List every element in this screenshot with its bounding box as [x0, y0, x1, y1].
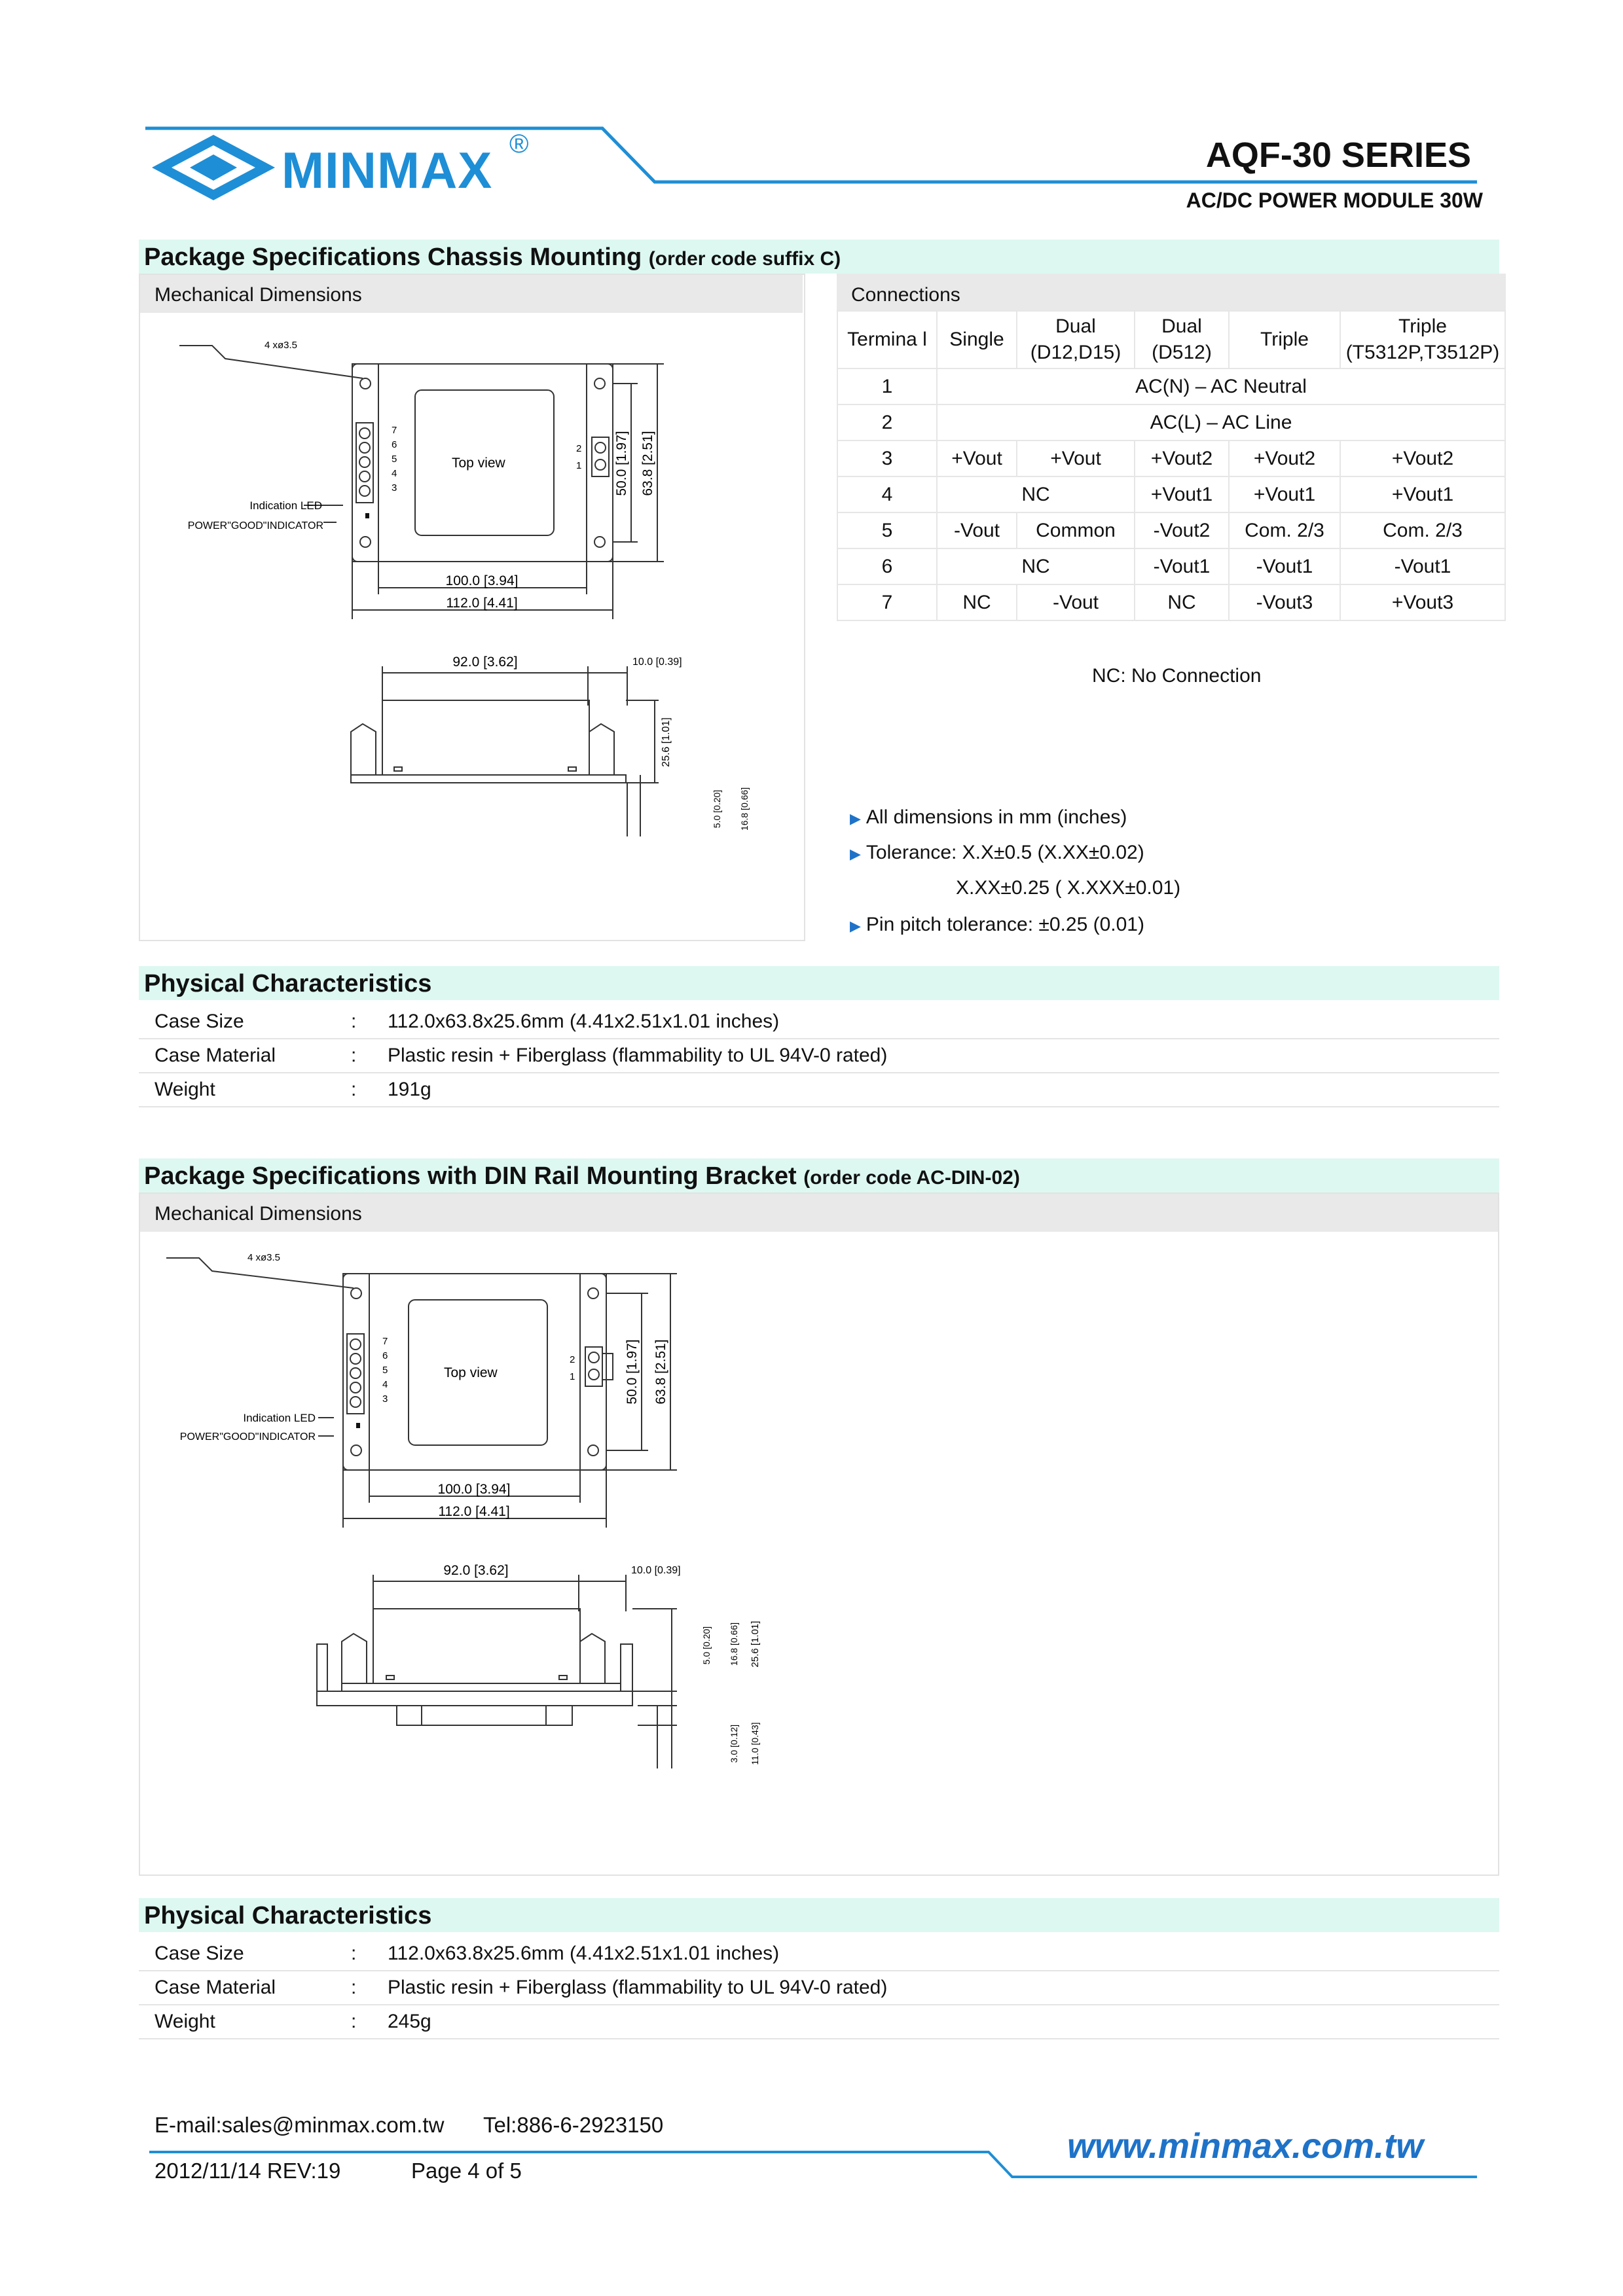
- phys-row-case-size: Case Size : 112.0x63.8x25.6mm (4.41x2.51x1.01 inches): [139, 1936, 1499, 1971]
- note-dimensions: ▶ All dimensions in mm (inches): [850, 806, 1127, 828]
- pin-cell: 3: [837, 440, 937, 476]
- cell: -Vout: [937, 512, 1017, 548]
- table-row: [837, 512, 1505, 548]
- cell: +Vout: [1017, 440, 1135, 476]
- cell: -Vout: [1017, 584, 1135, 620]
- footer-date-rev: 2012/11/14 REV:19: [155, 2159, 341, 2183]
- svg-text:7: 7: [392, 425, 397, 436]
- registered-mark: ®: [509, 130, 529, 158]
- cell: -Vout1: [1135, 548, 1229, 584]
- svg-text:4: 4: [382, 1379, 388, 1390]
- cell: -Vout3: [1229, 584, 1340, 620]
- svg-text:5.0 [0.20]: 5.0 [0.20]: [712, 789, 722, 829]
- svg-text:2: 2: [576, 443, 582, 454]
- cell: +Vout: [937, 440, 1017, 476]
- header-cell: Dual (D12,D15): [1017, 311, 1135, 368]
- table-row: [837, 404, 1505, 440]
- svg-text:63.8 [2.51]: 63.8 [2.51]: [640, 431, 655, 496]
- cell: NC: [1135, 584, 1229, 620]
- section-title-din: Package Specifications with DIN Rail Mounting Bracket (order code AC-DIN-02): [144, 1162, 1020, 1190]
- svg-text:6: 6: [382, 1350, 388, 1361]
- svg-text:16.8 [0.66]: 16.8 [0.66]: [739, 787, 750, 831]
- svg-text:100.0 [3.94]: 100.0 [3.94]: [445, 573, 519, 588]
- header-cell: Single: [937, 311, 1017, 368]
- svg-text:63.8 [2.51]: 63.8 [2.51]: [653, 1339, 668, 1405]
- svg-text:25.6 [1.01]: 25.6 [1.01]: [750, 1621, 761, 1668]
- svg-text:5: 5: [392, 454, 397, 465]
- svg-text:Indication LED: Indication LED: [243, 1412, 316, 1424]
- svg-text:4 xø3.5: 4 xø3.5: [247, 1252, 280, 1263]
- svg-text:POWER"GOOD"INDICATOR: POWER"GOOD"INDICATOR: [187, 520, 323, 531]
- svg-text:92.0 [3.62]: 92.0 [3.62]: [443, 1563, 509, 1578]
- svg-text:1: 1: [570, 1371, 575, 1382]
- minmax-logo-icon: [152, 135, 275, 200]
- brand-name: MINMAX: [282, 141, 493, 199]
- note-tolerance-2: X.XX±0.25 ( X.XXX±0.01): [956, 877, 1181, 899]
- cell: NC: [937, 548, 1135, 584]
- table-row: [837, 368, 1505, 404]
- svg-text:Top view: Top view: [452, 456, 505, 471]
- cell: NC: [937, 584, 1017, 620]
- cell: Com. 2/3: [1229, 512, 1340, 548]
- svg-text:25.6 [1.01]: 25.6 [1.01]: [661, 717, 672, 767]
- svg-text:2: 2: [570, 1354, 575, 1365]
- cell: +Vout2: [1229, 440, 1340, 476]
- svg-text:POWER"GOOD"INDICATOR: POWER"GOOD"INDICATOR: [179, 1431, 316, 1443]
- pin-cell: 6: [837, 548, 937, 584]
- series-title: AQF-30 SERIES: [1205, 135, 1471, 175]
- connections-header-row: [837, 311, 1505, 368]
- footer-email: E-mail:sales@minmax.com.tw: [155, 2113, 445, 2137]
- footer-website-link[interactable]: www.minmax.com.tw: [1067, 2126, 1424, 2166]
- pin-cell: 4: [837, 476, 937, 512]
- mech-dim-label-chassis: Mechanical Dimensions: [155, 284, 362, 306]
- svg-text:100.0 [3.94]: 100.0 [3.94]: [437, 1482, 511, 1497]
- svg-text:Top view: Top view: [444, 1365, 498, 1380]
- phys-row-case-size: Case Size : 112.0x63.8x25.6mm (4.41x2.51x1.01 inches): [139, 1004, 1499, 1039]
- section-title-physical-1: Physical Characteristics: [144, 970, 432, 997]
- cell: Com. 2/3: [1340, 512, 1505, 548]
- cell: Common: [1017, 512, 1135, 548]
- svg-text:3: 3: [382, 1393, 388, 1405]
- pin-cell: 7: [837, 584, 937, 620]
- table-row: [837, 548, 1505, 584]
- footer-page-number: Page 4 of 5: [411, 2159, 522, 2183]
- phys-row-weight: Weight : 245g: [139, 2004, 1499, 2039]
- svg-text:112.0 [4.41]: 112.0 [4.41]: [446, 596, 518, 611]
- bullet-arrow-icon: ▶: [850, 810, 861, 827]
- section-title-chassis: Package Specifications Chassis Mounting (order code suffix C): [144, 243, 841, 271]
- header-cell: Triple (T5312P,T3512P): [1340, 311, 1505, 368]
- mech-dim-label-din: Mechanical Dimensions: [155, 1203, 362, 1225]
- svg-text:3: 3: [392, 482, 397, 493]
- svg-text:1: 1: [576, 460, 582, 471]
- svg-text:Indication LED: Indication LED: [249, 499, 322, 512]
- table-row: [837, 584, 1505, 620]
- table-row: [837, 476, 1505, 512]
- svg-text:6: 6: [392, 439, 397, 450]
- pin-cell: 1: [837, 368, 937, 404]
- svg-text:5: 5: [382, 1365, 388, 1376]
- svg-text:11.0 [0.43]: 11.0 [0.43]: [750, 1722, 760, 1765]
- cell: +Vout1: [1229, 476, 1340, 512]
- cell: +Vout1: [1135, 476, 1229, 512]
- header-cell: Termina l: [837, 311, 937, 368]
- connections-table: [837, 310, 1506, 621]
- svg-text:5.0 [0.20]: 5.0 [0.20]: [701, 1626, 712, 1665]
- svg-text:16.8 [0.66]: 16.8 [0.66]: [729, 1622, 739, 1666]
- cell: +Vout2: [1135, 440, 1229, 476]
- svg-text:112.0 [4.41]: 112.0 [4.41]: [438, 1504, 510, 1519]
- note-pin-pitch: ▶ Pin pitch tolerance: ±0.25 (0.01): [850, 914, 1144, 935]
- mechanical-drawing-chassis: [140, 313, 801, 937]
- phys-row-case-material: Case Material : Plastic resin + Fiberglass (flammability to UL 94V-0 rated): [139, 1970, 1499, 2005]
- bullet-arrow-icon: ▶: [850, 846, 861, 862]
- bullet-arrow-icon: ▶: [850, 918, 861, 934]
- cell: +Vout1: [1340, 476, 1505, 512]
- section-title-physical-2: Physical Characteristics: [144, 1902, 432, 1929]
- phys-row-weight: Weight : 191g: [139, 1072, 1499, 1107]
- svg-text:92.0 [3.62]: 92.0 [3.62]: [452, 655, 518, 670]
- svg-text:50.0 [1.97]: 50.0 [1.97]: [614, 431, 629, 496]
- svg-text:50.0 [1.97]: 50.0 [1.97]: [625, 1339, 640, 1405]
- table-row: [837, 440, 1505, 476]
- svg-text:4: 4: [392, 468, 397, 479]
- cell: AC(N) – AC Neutral: [937, 368, 1505, 404]
- cell: -Vout2: [1135, 512, 1229, 548]
- svg-text:10.0 [0.39]: 10.0 [0.39]: [632, 656, 682, 668]
- cell: AC(L) – AC Line: [937, 404, 1505, 440]
- pin-cell: 2: [837, 404, 937, 440]
- series-subtitle: AC/DC POWER MODULE 30W: [1186, 188, 1483, 212]
- cell: NC: [937, 476, 1135, 512]
- cell: +Vout2: [1340, 440, 1505, 476]
- footer-tel: Tel:886-6-2923150: [483, 2113, 664, 2137]
- mechanical-drawing-din: [140, 1232, 860, 1872]
- pin-cell: 5: [837, 512, 937, 548]
- connections-label: Connections: [851, 284, 960, 306]
- cell: -Vout1: [1229, 548, 1340, 584]
- cell: +Vout3: [1340, 584, 1505, 620]
- cell: -Vout1: [1340, 548, 1505, 584]
- header-cell: Triple: [1229, 311, 1340, 368]
- svg-text:10.0 [0.39]: 10.0 [0.39]: [631, 1565, 681, 1576]
- svg-text:4 xø3.5: 4 xø3.5: [264, 340, 297, 351]
- nc-note: NC: No Connection: [1092, 665, 1262, 687]
- header-cell: Dual (D512): [1135, 311, 1229, 368]
- svg-text:3.0 [0.12]: 3.0 [0.12]: [729, 1724, 739, 1763]
- note-tolerance: ▶ Tolerance: X.X±0.5 (X.XX±0.02): [850, 842, 1144, 863]
- svg-text:7: 7: [382, 1336, 388, 1347]
- phys-row-case-material: Case Material : Plastic resin + Fiberglass (flammability to UL 94V-0 rated): [139, 1038, 1499, 1073]
